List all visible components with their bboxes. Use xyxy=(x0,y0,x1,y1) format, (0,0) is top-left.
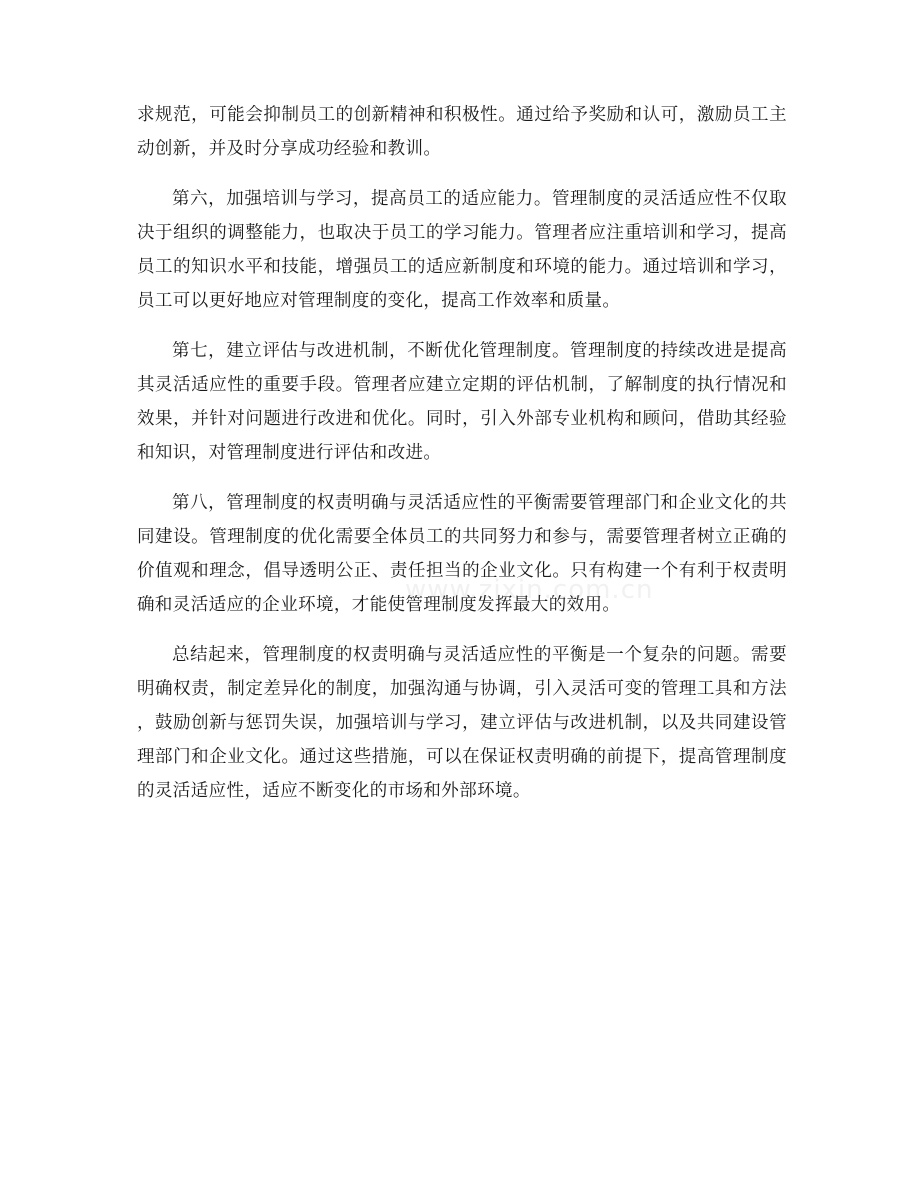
text-line: 效果，并针对问题进行改进和优化。同时，引入外部专业机构和顾问，借助其经验 xyxy=(137,409,787,429)
text-line: 决于组织的调整能力，也取决于员工的学习能力。管理者应注重培训和学习，提高 xyxy=(137,223,787,243)
text-line: 第八，管理制度的权责明确与灵活适应性的平衡需要管理部门和企业文化的共 xyxy=(172,493,787,513)
text-line: 动创新，并及时分享成功经验和教训。 xyxy=(137,139,442,159)
paragraph-summary xyxy=(137,638,787,808)
document-body xyxy=(137,98,787,824)
text-line: 同建设。管理制度的优化需要全体员工的共同努力和参与，需要管理者树立正确的 xyxy=(137,527,787,547)
paragraph-continuation xyxy=(137,98,787,166)
text-line: 第七，建立评估与改进机制，不断优化管理制度。管理制度的持续改进是提高 xyxy=(172,341,787,361)
paragraph-eighth xyxy=(137,486,787,622)
text-line: 求规范，可能会抑制员工的创新精神和积极性。通过给予奖励和认可，激励员工主 xyxy=(137,105,787,125)
watermark: www.zixin.com.cn xyxy=(405,575,654,605)
text-line: 员工可以更好地应对管理制度的变化，提高工作效率和质量。 xyxy=(137,291,621,311)
text-line: 和知识，对管理制度进行评估和改进。 xyxy=(137,443,442,463)
text-line: ，鼓励创新与惩罚失误，加强培训与学习，建立评估与改进机制，以及共同建设管 xyxy=(137,713,787,733)
text-line: 的灵活适应性，适应不断变化的市场和外部环境。 xyxy=(137,781,531,801)
paragraph-seventh xyxy=(137,334,787,470)
text-line: 其灵活适应性的重要手段。管理者应建立定期的评估机制，了解制度的执行情况和 xyxy=(137,375,787,395)
text-line: 明确权责，制定差异化的制度，加强沟通与协调，引入灵活可变的管理工具和方法 xyxy=(137,679,787,699)
paragraph-sixth xyxy=(137,182,787,318)
text-line: 确和灵活适应的企业环境，才能使管理制度发挥最大的效用。 xyxy=(137,595,621,615)
text-line: 理部门和企业文化。通过这些措施，可以在保证权责明确的前提下，提高管理制度 xyxy=(137,747,787,767)
text-line: 员工的知识水平和技能，增强员工的适应新制度和环境的能力。通过培训和学习， xyxy=(137,257,787,277)
text-line: 价值观和理念，倡导透明公正、责任担当的企业文化。只有构建一个有利于权责明 xyxy=(137,561,787,581)
text-line: 总结起来，管理制度的权责明确与灵活适应性的平衡是一个复杂的问题。需要 xyxy=(172,645,787,665)
text-line: 第六，加强培训与学习，提高员工的适应能力。管理制度的灵活适应性不仅取 xyxy=(172,189,787,209)
